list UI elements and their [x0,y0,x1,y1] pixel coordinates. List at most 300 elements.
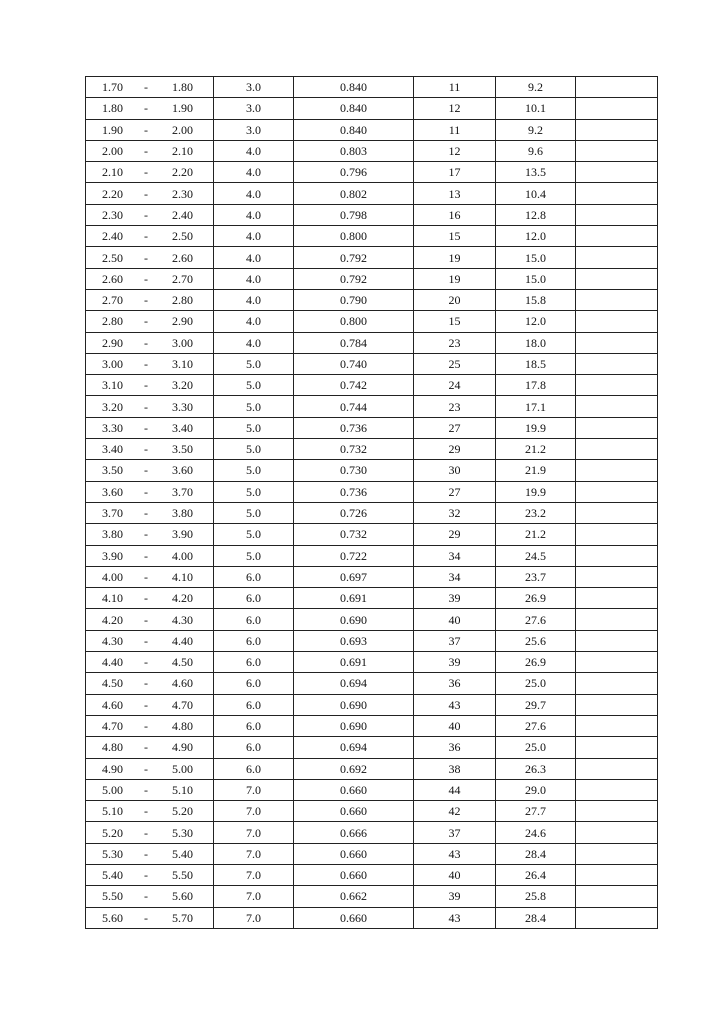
col2-cell: 6.0 [214,715,294,736]
range-cell [86,609,214,630]
col2-cell: 5.0 [214,502,294,523]
col2-cell: 6.0 [214,737,294,758]
col6-cell [576,843,658,864]
table-row [86,311,658,332]
range-cell [86,119,214,140]
range-from: 3.10 [102,378,123,393]
range-from: 1.90 [102,122,123,137]
col6-cell [576,396,658,417]
col3-cell: 0.792 [294,268,414,289]
col6-cell [576,545,658,566]
col4-cell: 27 [414,481,496,502]
col6-cell [576,694,658,715]
col6-cell [576,502,658,523]
range-from: 2.50 [102,250,123,265]
col6-cell [576,864,658,885]
range-dash: - [144,250,148,265]
col4-cell: 39 [414,588,496,609]
range-from: 1.70 [102,80,123,95]
col5-cell: 18.5 [496,353,576,374]
col3-cell: 0.840 [294,98,414,119]
range-cell [86,652,214,673]
col2-cell: 6.0 [214,758,294,779]
col2-cell: 5.0 [214,460,294,481]
range-from: 2.10 [102,165,123,180]
col3-cell: 0.790 [294,289,414,310]
range-to: 4.80 [172,719,193,734]
col2-cell: 7.0 [214,886,294,907]
range-dash: - [144,569,148,584]
table-row [86,396,658,417]
range-cell [86,332,214,353]
col5-cell: 25.0 [496,673,576,694]
table-row [86,183,658,204]
col5-cell: 29.0 [496,779,576,800]
range-dash: - [144,548,148,563]
range-from: 5.10 [102,804,123,819]
range-from: 2.40 [102,229,123,244]
range-from: 4.70 [102,719,123,734]
range-to: 2.90 [172,314,193,329]
table-row [86,375,658,396]
range-to: 5.10 [172,782,193,797]
col4-cell: 11 [414,119,496,140]
col2-cell: 4.0 [214,332,294,353]
range-to: 3.30 [172,399,193,414]
col3-cell: 0.784 [294,332,414,353]
col5-cell: 13.5 [496,162,576,183]
col4-cell: 29 [414,524,496,545]
col4-cell: 36 [414,673,496,694]
range-to: 3.20 [172,378,193,393]
range-cell [86,268,214,289]
col6-cell [576,417,658,438]
range-dash: - [144,612,148,627]
col4-cell: 39 [414,886,496,907]
range-to: 2.20 [172,165,193,180]
col4-cell: 42 [414,801,496,822]
range-from: 3.70 [102,506,123,521]
range-dash: - [144,719,148,734]
table-row [86,417,658,438]
range-dash: - [144,229,148,244]
range-from: 4.60 [102,697,123,712]
range-cell [86,204,214,225]
col6-cell [576,247,658,268]
table-row [86,140,658,161]
col4-cell: 43 [414,843,496,864]
col6-cell [576,737,658,758]
range-from: 2.80 [102,314,123,329]
range-cell [86,247,214,268]
range-cell [86,907,214,928]
range-cell [86,481,214,502]
col4-cell: 15 [414,226,496,247]
col6-cell [576,609,658,630]
col3-cell: 0.732 [294,439,414,460]
range-dash: - [144,591,148,606]
col3-cell: 0.736 [294,481,414,502]
col6-cell [576,907,658,928]
table-row [86,289,658,310]
col6-cell [576,140,658,161]
col5-cell: 23.2 [496,502,576,523]
col2-cell: 7.0 [214,907,294,928]
range-to: 3.10 [172,357,193,371]
col3-cell: 0.692 [294,758,414,779]
col2-cell: 3.0 [214,98,294,119]
col2-cell: 5.0 [214,353,294,374]
col3-cell: 0.660 [294,801,414,822]
col3-cell: 0.660 [294,864,414,885]
range-from: 4.00 [102,569,123,584]
range-dash: - [144,463,148,478]
table-row [86,715,658,736]
col6-cell [576,332,658,353]
col4-cell: 17 [414,162,496,183]
col5-cell: 21.9 [496,460,576,481]
col4-cell: 32 [414,502,496,523]
col4-cell: 30 [414,460,496,481]
range-dash: - [144,101,148,116]
col5-cell: 27.6 [496,609,576,630]
range-to: 3.70 [172,484,193,499]
col2-cell: 3.0 [214,77,294,98]
col6-cell [576,204,658,225]
col5-cell: 25.6 [496,630,576,651]
range-from: 4.30 [102,633,123,648]
col6-cell [576,289,658,310]
table-row [86,822,658,843]
col5-cell: 27.6 [496,715,576,736]
range-from: 4.80 [102,740,123,755]
range-to: 5.00 [172,761,193,776]
col6-cell [576,353,658,374]
col4-cell: 43 [414,694,496,715]
col3-cell: 0.803 [294,140,414,161]
col2-cell: 6.0 [214,694,294,715]
range-cell [86,77,214,98]
col4-cell: 12 [414,98,496,119]
col6-cell [576,652,658,673]
range-dash: - [144,868,148,883]
range-dash: - [144,335,148,350]
range-from: 4.50 [102,676,123,691]
col3-cell: 0.660 [294,779,414,800]
col6-cell [576,119,658,140]
range-cell [86,98,214,119]
range-from: 5.60 [102,910,123,925]
table-row [86,758,658,779]
col5-cell: 12.0 [496,226,576,247]
range-dash: - [144,378,148,393]
col4-cell: 43 [414,907,496,928]
col3-cell: 0.792 [294,247,414,268]
col5-cell: 28.4 [496,907,576,928]
col2-cell: 6.0 [214,588,294,609]
table-body [86,77,658,929]
col6-cell [576,375,658,396]
range-from: 1.80 [102,101,123,116]
col3-cell: 0.666 [294,822,414,843]
range-dash: - [144,782,148,797]
table-row [86,439,658,460]
range-to: 4.70 [172,697,193,712]
range-dash: - [144,80,148,95]
col2-cell: 3.0 [214,119,294,140]
table-row [86,630,658,651]
range-from: 4.20 [102,612,123,627]
col3-cell: 0.740 [294,353,414,374]
range-to: 3.40 [172,420,193,435]
table-row [86,226,658,247]
range-cell [86,886,214,907]
range-to: 4.50 [172,655,193,670]
range-dash: - [144,527,148,542]
col6-cell [576,524,658,545]
range-dash: - [144,889,148,904]
col5-cell: 26.9 [496,588,576,609]
table-row [86,460,658,481]
col3-cell: 0.726 [294,502,414,523]
col6-cell [576,630,658,651]
col5-cell: 15.0 [496,268,576,289]
table-row [86,588,658,609]
table-row [86,247,658,268]
col4-cell: 15 [414,311,496,332]
range-dash: - [144,761,148,776]
table-row [86,886,658,907]
col4-cell: 44 [414,779,496,800]
col3-cell: 0.662 [294,886,414,907]
range-dash: - [144,442,148,457]
col3-cell: 0.690 [294,609,414,630]
col2-cell: 6.0 [214,630,294,651]
table-row [86,119,658,140]
col5-cell: 10.1 [496,98,576,119]
col2-cell: 4.0 [214,226,294,247]
range-dash: - [144,804,148,819]
col3-cell: 0.694 [294,737,414,758]
range-dash: - [144,697,148,712]
range-from: 4.40 [102,655,123,670]
col2-cell: 5.0 [214,417,294,438]
range-to: 3.50 [172,442,193,457]
range-to: 3.00 [172,335,193,350]
range-dash: - [144,740,148,755]
table-row [86,77,658,98]
range-cell [86,140,214,161]
range-dash: - [144,825,148,840]
col3-cell: 0.691 [294,652,414,673]
range-dash: - [144,910,148,925]
range-to: 5.30 [172,825,193,840]
table-row [86,268,658,289]
range-to: 2.60 [172,250,193,265]
col2-cell: 4.0 [214,289,294,310]
col5-cell: 24.6 [496,822,576,843]
range-cell [86,715,214,736]
range-cell [86,289,214,310]
col5-cell: 15.8 [496,289,576,310]
col6-cell [576,439,658,460]
col6-cell [576,268,658,289]
col6-cell [576,886,658,907]
col5-cell: 9.2 [496,77,576,98]
table-row [86,332,658,353]
col6-cell [576,801,658,822]
col6-cell [576,758,658,779]
table-row [86,353,658,374]
range-from: 2.00 [102,144,123,159]
range-to: 2.10 [172,144,193,159]
range-cell [86,801,214,822]
col5-cell: 24.5 [496,545,576,566]
range-cell [86,694,214,715]
table-row [86,694,658,715]
range-cell [86,630,214,651]
col5-cell: 26.9 [496,652,576,673]
col3-cell: 0.744 [294,396,414,417]
range-from: 4.90 [102,761,123,776]
table-row [86,737,658,758]
table-row [86,673,658,694]
range-from: 2.20 [102,186,123,201]
col3-cell: 0.690 [294,715,414,736]
range-from: 5.20 [102,825,123,840]
range-to: 4.00 [172,548,193,563]
col5-cell: 17.8 [496,375,576,396]
table-row [86,864,658,885]
col4-cell: 34 [414,545,496,566]
col5-cell: 10.4 [496,183,576,204]
col5-cell: 26.4 [496,864,576,885]
table-row [86,566,658,587]
col5-cell: 25.8 [496,886,576,907]
range-to: 2.50 [172,229,193,244]
table-row [86,779,658,800]
col3-cell: 0.697 [294,566,414,587]
range-cell [86,566,214,587]
range-to: 2.40 [172,207,193,222]
range-from: 5.30 [102,846,123,861]
range-from: 2.90 [102,335,123,350]
range-cell [86,460,214,481]
table-row [86,907,658,928]
range-to: 3.60 [172,463,193,478]
col3-cell: 0.800 [294,311,414,332]
col5-cell: 15.0 [496,247,576,268]
data-table [85,76,658,929]
col3-cell: 0.694 [294,673,414,694]
col4-cell: 19 [414,247,496,268]
range-to: 5.40 [172,846,193,861]
range-from: 3.30 [102,420,123,435]
col2-cell: 7.0 [214,801,294,822]
col4-cell: 29 [414,439,496,460]
table-row [86,843,658,864]
range-dash: - [144,186,148,201]
range-cell [86,183,214,204]
col5-cell: 29.7 [496,694,576,715]
col2-cell: 6.0 [214,673,294,694]
range-from: 5.50 [102,889,123,904]
range-cell [86,673,214,694]
table-row [86,652,658,673]
range-dash: - [144,271,148,286]
col6-cell [576,566,658,587]
col5-cell: 19.9 [496,481,576,502]
range-dash: - [144,357,148,371]
col2-cell: 7.0 [214,822,294,843]
range-dash: - [144,165,148,180]
range-cell [86,737,214,758]
table-row [86,545,658,566]
table-row [86,524,658,545]
col5-cell: 27.7 [496,801,576,822]
range-dash: - [144,420,148,435]
col4-cell: 37 [414,630,496,651]
range-cell [86,226,214,247]
range-to: 4.40 [172,633,193,648]
range-cell [86,779,214,800]
col2-cell: 6.0 [214,566,294,587]
range-cell [86,396,214,417]
range-dash: - [144,655,148,670]
col5-cell: 9.2 [496,119,576,140]
table-row [86,204,658,225]
range-from: 2.60 [102,271,123,286]
col2-cell: 5.0 [214,396,294,417]
range-cell [86,311,214,332]
col3-cell: 0.742 [294,375,414,396]
table-row [86,98,658,119]
range-dash: - [144,846,148,861]
col4-cell: 36 [414,737,496,758]
col2-cell: 7.0 [214,864,294,885]
range-cell [86,162,214,183]
col3-cell: 0.798 [294,204,414,225]
col3-cell: 0.690 [294,694,414,715]
col4-cell: 13 [414,183,496,204]
range-cell [86,864,214,885]
range-cell [86,375,214,396]
range-to: 4.30 [172,612,193,627]
col6-cell [576,822,658,843]
range-dash: - [144,207,148,222]
col3-cell: 0.840 [294,77,414,98]
col5-cell: 17.1 [496,396,576,417]
range-cell [86,822,214,843]
range-from: 3.00 [102,357,123,371]
col6-cell [576,588,658,609]
range-from: 5.00 [102,782,123,797]
col2-cell: 6.0 [214,652,294,673]
range-from: 3.20 [102,399,123,414]
col5-cell: 28.4 [496,843,576,864]
col6-cell [576,481,658,502]
range-to: 4.90 [172,740,193,755]
range-cell [86,758,214,779]
range-dash: - [144,293,148,308]
range-cell [86,502,214,523]
col4-cell: 40 [414,609,496,630]
col2-cell: 4.0 [214,311,294,332]
range-to: 2.80 [172,293,193,308]
col4-cell: 23 [414,332,496,353]
col5-cell: 19.9 [496,417,576,438]
col4-cell: 38 [414,758,496,779]
